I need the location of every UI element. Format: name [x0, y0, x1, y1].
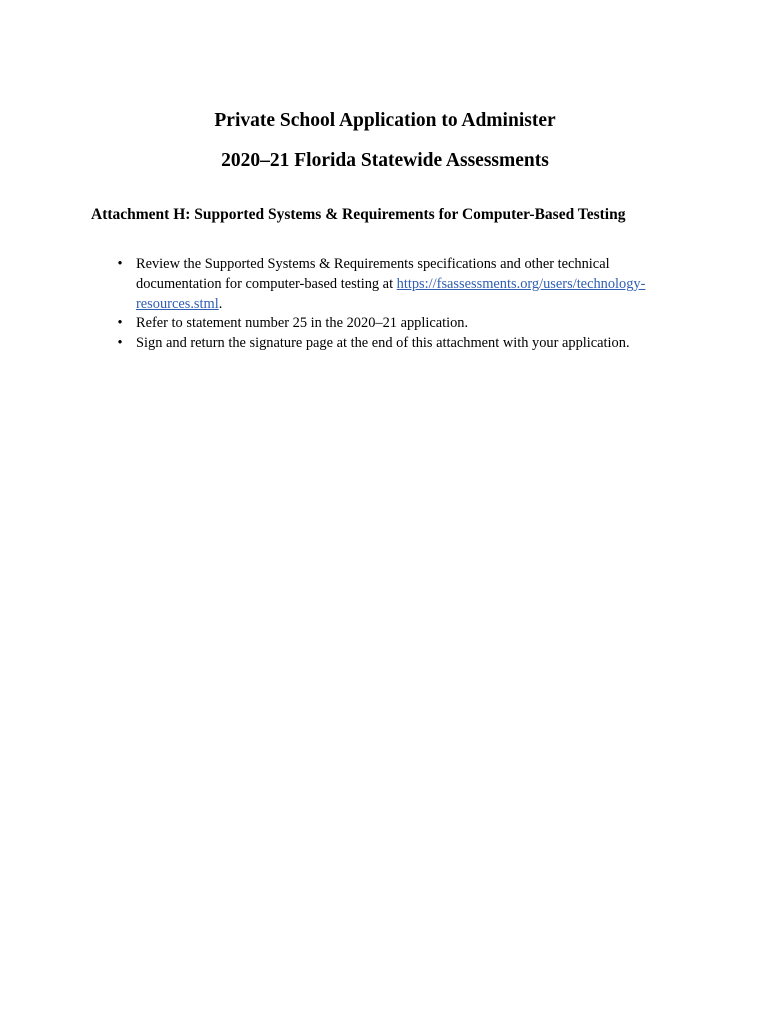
bullet-icon: • [117, 335, 123, 352]
document-title: Private School Application to Administer [214, 110, 556, 131]
list-item [0, 255, 676, 314]
document-subtitle: 2020–21 Florida Statewide Assessments [221, 150, 549, 171]
list-item-text: Sign and return the signature page at the end of this attachment with your application. [136, 335, 630, 352]
requirements-list [0, 255, 770, 354]
list-item-text-part: Review the Supported Systems & Requirements specifications and other technical documentation for computer-based testing at [136, 256, 610, 292]
bullet-icon: • [117, 256, 123, 272]
list-item-text: Refer to statement number 25 in the 2020–21 application. [136, 315, 469, 332]
technology-resources-link[interactable]: https://fsassessments.org/users/technology-resources.stml [136, 275, 646, 312]
section-heading: Attachment H: Supported Systems & Requirements for Computer-Based Testing [91, 206, 626, 223]
list-item-text [136, 256, 645, 312]
list-item [0, 314, 676, 334]
list-item-text-part: . [218, 295, 223, 312]
bullet-icon: • [117, 315, 123, 332]
list-item [0, 334, 676, 354]
